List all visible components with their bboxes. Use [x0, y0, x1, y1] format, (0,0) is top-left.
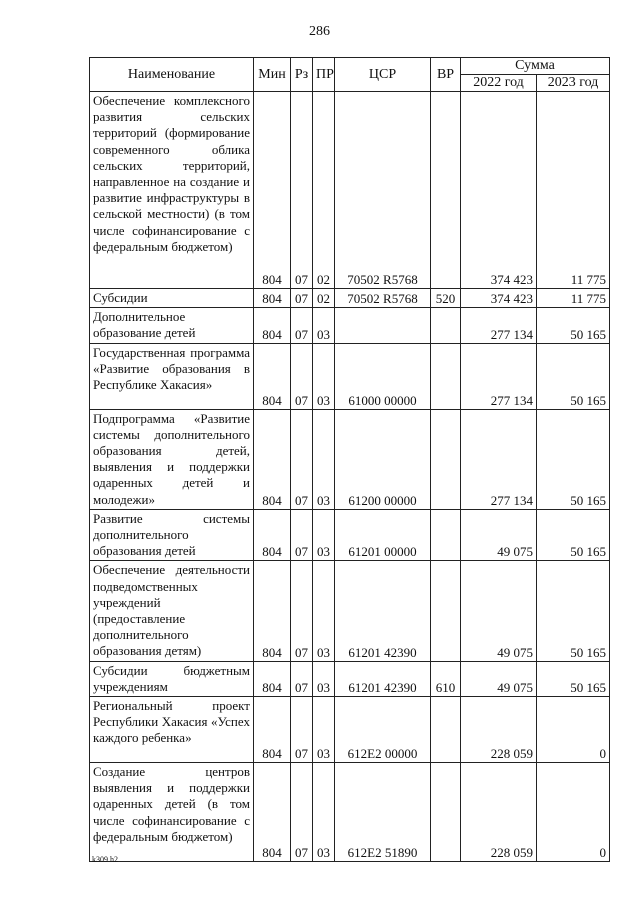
row-min: 804 — [254, 343, 291, 409]
table-row — [90, 763, 610, 862]
row-csr: 61201 42390 — [335, 561, 431, 661]
row-name: Подпрограмма «Развитие системы дополнительного образования детей, выявления и поддержки одаренных детей и молодежи» — [90, 409, 254, 509]
row-vr — [431, 308, 461, 343]
row-min: 804 — [254, 561, 291, 661]
row-min: 804 — [254, 92, 291, 289]
header-vr: ВР — [431, 58, 461, 92]
row-vr — [431, 697, 461, 763]
row-rz: 07 — [291, 763, 313, 862]
row-vr — [431, 763, 461, 862]
row-name: Обеспечение деятельности подведомственных учреждений (предоставление дополнительного образования детям) — [90, 561, 254, 661]
row-2022: 228 059 — [461, 697, 537, 763]
row-pr: 03 — [313, 409, 335, 509]
row-min: 804 — [254, 409, 291, 509]
table-row — [90, 561, 610, 661]
row-2023: 50 165 — [537, 308, 610, 343]
row-2022: 277 134 — [461, 409, 537, 509]
row-min: 804 — [254, 509, 291, 561]
row-2022: 277 134 — [461, 343, 537, 409]
header-name: Наименование — [90, 58, 254, 92]
row-name: Субсидии бюджетным учреждениям — [90, 661, 254, 696]
row-pr: 03 — [313, 509, 335, 561]
row-rz: 07 — [291, 561, 313, 661]
row-rz: 07 — [291, 343, 313, 409]
row-name: Субсидии — [90, 289, 254, 308]
header-min: Мин — [254, 58, 291, 92]
row-2023: 50 165 — [537, 509, 610, 561]
row-2023: 50 165 — [537, 661, 610, 696]
table-row — [90, 509, 610, 561]
row-vr: 610 — [431, 661, 461, 696]
row-name: Государственная программа «Развитие образования в Республике Хакасия» — [90, 343, 254, 409]
row-name: Обеспечение комплексного развития сельских территорий (формирование современного облика сельских территорий, направленное на создание и развитие инфраструктуры в сельской местности) (в том числе софинансирование с федеральным бюджетом) — [90, 92, 254, 289]
table-row — [90, 308, 610, 343]
table-row — [90, 343, 610, 409]
row-csr: 61201 42390 — [335, 661, 431, 696]
row-name: Создание центров выявления и поддержки одаренных детей (в том числе софинансирование с федеральным бюджетом) — [90, 763, 254, 862]
row-pr: 03 — [313, 661, 335, 696]
table-row — [90, 289, 610, 308]
row-pr: 03 — [313, 697, 335, 763]
row-csr: 61201 00000 — [335, 509, 431, 561]
row-vr — [431, 92, 461, 289]
header-2023: 2023 год — [537, 75, 610, 92]
row-min: 804 — [254, 697, 291, 763]
row-csr: 612E2 00000 — [335, 697, 431, 763]
table-row — [90, 661, 610, 696]
row-min: 804 — [254, 763, 291, 862]
row-pr: 02 — [313, 92, 335, 289]
header-sum: Сумма — [461, 58, 610, 75]
budget-table — [89, 57, 610, 862]
row-csr: 70502 R5768 — [335, 289, 431, 308]
row-pr: 03 — [313, 343, 335, 409]
row-rz: 07 — [291, 289, 313, 308]
row-2022: 49 075 — [461, 561, 537, 661]
row-2022: 374 423 — [461, 289, 537, 308]
row-rz: 07 — [291, 409, 313, 509]
row-2023: 50 165 — [537, 343, 610, 409]
row-min: 804 — [254, 308, 291, 343]
page-number: 286 — [309, 24, 330, 39]
table-row — [90, 92, 610, 289]
row-2022: 49 075 — [461, 661, 537, 696]
row-vr — [431, 343, 461, 409]
header-2022: 2022 год — [461, 75, 537, 92]
row-2023: 0 — [537, 763, 610, 862]
row-2023: 0 — [537, 697, 610, 763]
row-2022: 49 075 — [461, 509, 537, 561]
row-2023: 50 165 — [537, 409, 610, 509]
row-csr: 61200 00000 — [335, 409, 431, 509]
row-min: 804 — [254, 289, 291, 308]
row-2022: 277 134 — [461, 308, 537, 343]
table-row — [90, 697, 610, 763]
row-csr: 612E2 51890 — [335, 763, 431, 862]
row-min: 804 — [254, 661, 291, 696]
header-rz: Рз — [291, 58, 313, 92]
row-vr — [431, 409, 461, 509]
row-pr: 03 — [313, 763, 335, 862]
row-2023: 50 165 — [537, 561, 610, 661]
header-pr: ПР — [313, 58, 335, 92]
row-2022: 228 059 — [461, 763, 537, 862]
header-csr: ЦСР — [335, 58, 431, 92]
footer-code: k309 h2 — [92, 855, 118, 864]
row-rz: 07 — [291, 308, 313, 343]
row-vr: 520 — [431, 289, 461, 308]
row-2023: 11 775 — [537, 289, 610, 308]
row-pr: 03 — [313, 308, 335, 343]
row-name: Развитие системы дополнительного образования детей — [90, 509, 254, 561]
row-pr: 02 — [313, 289, 335, 308]
row-rz: 07 — [291, 697, 313, 763]
row-pr: 03 — [313, 561, 335, 661]
row-vr — [431, 509, 461, 561]
row-csr: 70502 R5768 — [335, 92, 431, 289]
row-2022: 374 423 — [461, 92, 537, 289]
row-csr: 61000 00000 — [335, 343, 431, 409]
row-rz: 07 — [291, 92, 313, 289]
row-name: Региональный проект Республики Хакасия «Успех каждого ребенка» — [90, 697, 254, 763]
table-row — [90, 409, 610, 509]
row-name: Дополнительное образование детей — [90, 308, 254, 343]
row-rz: 07 — [291, 661, 313, 696]
row-csr — [335, 308, 431, 343]
row-vr — [431, 561, 461, 661]
row-rz: 07 — [291, 509, 313, 561]
row-2023: 11 775 — [537, 92, 610, 289]
